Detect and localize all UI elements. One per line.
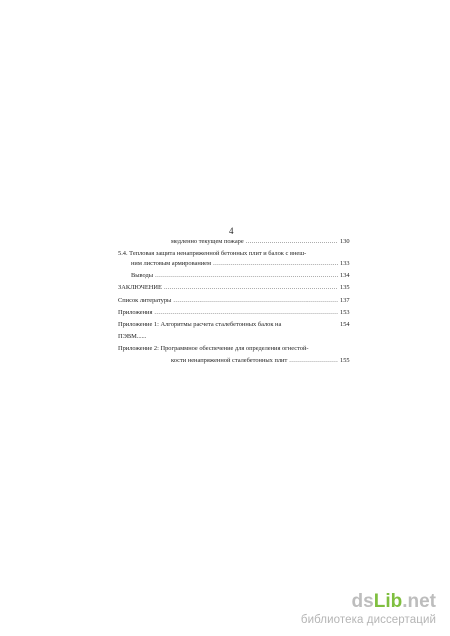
toc-entry-page: 155	[340, 357, 350, 364]
toc-entry-page: 135	[340, 284, 350, 291]
toc-entry-page: 137	[340, 297, 350, 304]
toc-entry-title: ним листовым армированием	[131, 260, 212, 267]
toc-entry-page: 133	[340, 260, 350, 267]
toc-entry-title: ЗАКЛЮЧЕНИЕ	[118, 284, 162, 291]
watermark-logo	[266, 591, 436, 613]
toc-entry-title: ПЭВМ......	[118, 333, 147, 340]
toc-leader-dots	[213, 259, 338, 268]
toc-entry	[118, 283, 356, 292]
toc-entry-title: Приложения	[118, 309, 153, 316]
dslib-watermark	[266, 591, 436, 631]
toc-leader-dots	[164, 283, 338, 292]
toc-entry	[171, 237, 356, 246]
toc-entry-title: Приложение 2: Программное обеспечение для определения огнестой-	[118, 345, 309, 352]
toc-entry	[171, 356, 356, 365]
toc-entry-page: 134	[340, 272, 350, 279]
watermark-brand-suffix: .net	[402, 591, 436, 612]
toc-entry-title: Список литературы	[118, 297, 172, 304]
toc-entry-title: Выводы	[131, 272, 154, 279]
toc-leader-dots	[246, 237, 338, 246]
toc-entry	[118, 308, 356, 317]
toc-entry	[131, 259, 356, 268]
toc-leader-dots	[289, 356, 338, 365]
toc-entry	[118, 296, 356, 305]
toc-entry	[131, 271, 356, 280]
watermark-brand-prefix: ds	[351, 591, 374, 612]
toc-entry-title: 5.4. Тепловая защита ненапряженной бетонных плит и балок с внеш-	[118, 250, 307, 257]
toc-entry	[118, 320, 356, 329]
toc-entry-page: 153	[340, 309, 350, 316]
toc-leader-dots	[154, 308, 338, 317]
watermark-subtitle: библиотека диссертаций	[300, 614, 436, 626]
page-number: 4	[229, 226, 234, 236]
toc-entry-page: 130	[340, 238, 350, 245]
toc-entry-title: медленно текущем пожаре	[171, 238, 244, 245]
toc-entry-page: 154	[340, 321, 350, 328]
toc-leader-dots	[155, 271, 338, 280]
toc-leader-dots	[173, 296, 338, 305]
toc-entry-title: Приложение 1: Алгоритмы расчета сталебетонных балок на	[118, 321, 282, 328]
watermark-brand-accent: Lib	[373, 591, 403, 612]
toc-entry-title: кости ненапряженной сталебетонных плит	[171, 357, 288, 364]
